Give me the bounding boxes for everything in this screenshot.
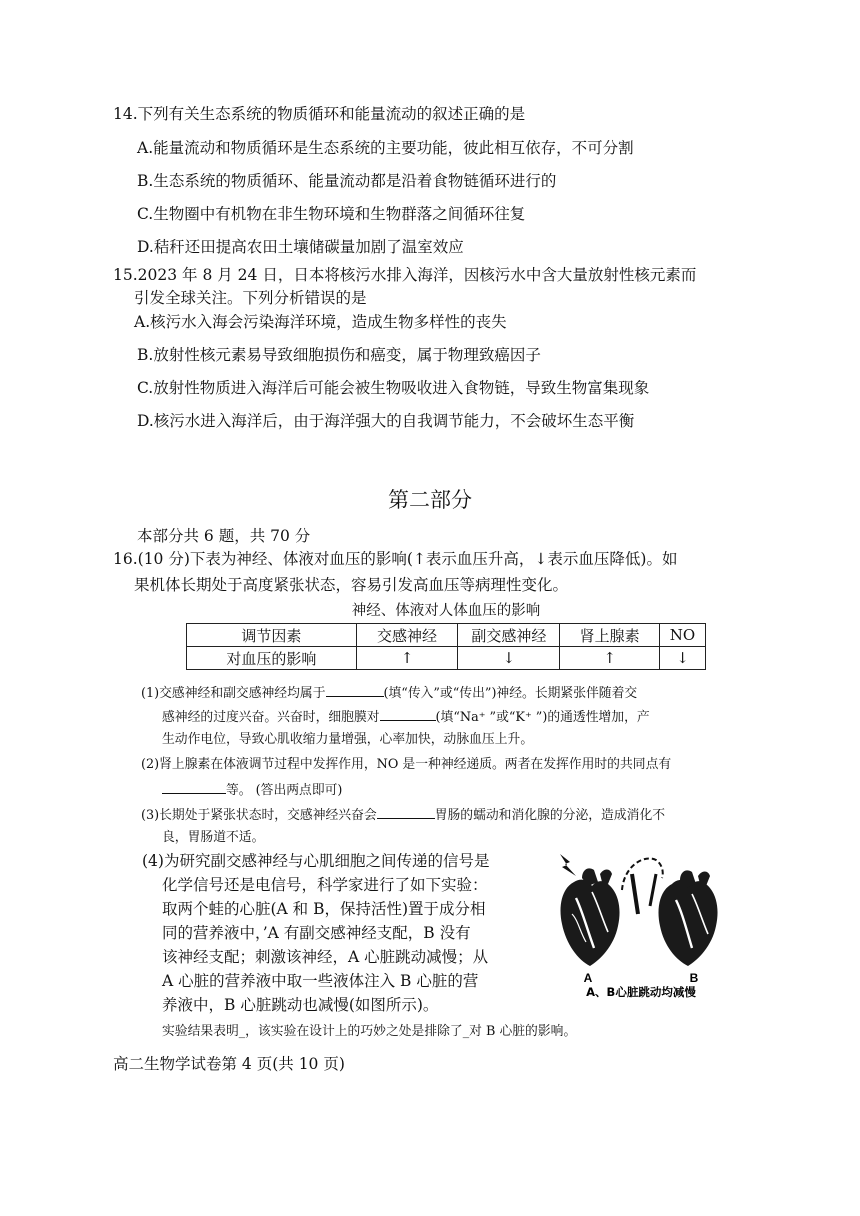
q16-part3-line1: (3)长期处于紧张状态时，交感神经兴奋会 胃肠的蠕动和消化腺的分泌，造成消化不 [141,805,665,825]
q16-part4-line6: A 心脏的营养液中取一些液体注入 B 心脏的营 [162,972,479,990]
q16-part1-line2: 感神经的过度兴奋。兴奋时，细胞膜对 (填“Na⁺ ”或“K⁺ ”)的通透性增加，产 [162,707,650,727]
heart-b-icon [659,870,718,966]
table-header-cell: 肾上腺素 [560,624,660,647]
section-intro: 本部分共 6 题，共 70 分 [137,527,311,545]
hearts-illustration [552,848,730,998]
section-title: 第二部分 [388,488,472,512]
blood-pressure-table [186,623,706,670]
table-cell: 对血压的影响 [187,647,357,670]
figure-label-a: A [583,971,593,985]
q16-part4-line2: 化学信号还是电信号，科学家进行了如下实验： [162,876,488,894]
q16-stem-line1: 16.(10 分)下表为神经、体液对血压的影响(↑表示血压升高，↓表示血压降低)。如 [113,550,678,568]
q16-part4-line5: 该神经支配；刺激该神经，A 心脏跳动减慢；从 [162,948,489,966]
answer-blank[interactable] [380,707,436,721]
q16-stem-line2: 果机体长期处于高度紧张状态，容易引发高血压等病理性变化。 [134,576,569,594]
figure-caption: A、B心脏跳动均减慢 [586,985,696,998]
heart-experiment-figure [552,848,730,998]
q16-part4-line8: 实验结果表明_，该实验在设计上的巧妙之处是排除了_对 B 心脏的影响。 [162,1024,577,1039]
q14-option-b: B.生态系统的物质循环、能量流动都是沿着食物链循环进行的 [137,172,557,190]
q16-part2-line1: (2)肾上腺素在体液调节过程中发挥作用，NO 是一种神经递质。两者在发挥作用时的共同点有 [141,757,672,772]
q16-part4-line7: 养液中，B 心脏跳动也减慢(如图所示)。 [162,996,439,1014]
table-cell: ↓ [458,647,560,670]
q16-part2-line2: 等。 (答出两点即可) [162,780,342,800]
q16-part1-line1: (1)交感神经和副交感神经均属于 (填“传入”或“传出”)神经。长期紧张伴随着交 [141,683,637,703]
pipette-icon [622,858,663,914]
answer-blank[interactable] [377,805,435,819]
stimulus-bolt-icon [560,854,576,876]
q15-option-d: D.核污水进入海洋后，由于海洋强大的自我调节能力，不会破坏生态平衡 [137,412,635,430]
q14-stem: 14.下列有关生态系统的物质循环和能量流动的叙述正确的是 [113,105,526,123]
table-header-cell: 副交感神经 [458,624,560,647]
q15-option-a: A.核污水入海会污染海洋环境，造成生物多样性的丧失 [134,313,507,331]
q16-part4-line4: 同的营养液中，’A 有副交感神经支配，B 没有 [162,924,471,942]
q14-option-d: D.秸秆还田提高农田土壤储碳量加剧了温室效应 [137,238,464,256]
q16-part4-line3: 取两个蛙的心脏(A 和 B，保持活性)置于成分相 [162,900,486,918]
q14-option-a: A.能量流动和物质循环是生态系统的主要功能，彼此相互依存，不可分割 [137,139,634,157]
answer-blank[interactable] [162,780,226,794]
page-footer: 高二生物学试卷第 4 页(共 10 页) [113,1055,345,1073]
q15-option-b: B.放射性核元素易导致细胞损伤和癌变，属于物理致癌因子 [137,346,541,364]
table-header-row [187,624,706,647]
table-cell: ↑ [560,647,660,670]
q16-part1-line3: 生动作电位，导致心肌收缩力量增强，心率加快，动脉血压上升。 [162,732,534,747]
q15-stem-line2: 引发全球关注。下列分析错误的是 [134,289,367,307]
table-header-cell: NO [660,624,706,647]
table-caption: 神经、体液对人体血压的影响 [351,603,541,619]
q15-stem-line1: 15.2023 年 8 月 24 日，日本将核污水排入海洋，因核污水中含大量放射性核元素而 [113,266,697,284]
q16-part3-line2: 良，胃肠道不适。 [162,830,265,845]
answer-blank[interactable] [326,683,384,697]
heart-a-icon [561,868,620,966]
table-header-cell: 交感神经 [356,624,458,647]
q16-part4-line1: (4)为研究副交感神经与心肌细胞之间传递的信号是 [142,852,490,870]
q15-option-c: C.放射性物质进入海洋后可能会被生物吸收进入食物链，导致生物富集现象 [137,379,650,397]
q14-option-c: C.生物圈中有机物在非生物环境和生物群落之间循环往复 [137,205,526,223]
table-cell: ↓ [660,647,706,670]
table-header-cell: 调节因素 [187,624,357,647]
table-cell: ↑ [356,647,458,670]
table-row [187,647,706,670]
figure-label-b: B [689,971,699,985]
